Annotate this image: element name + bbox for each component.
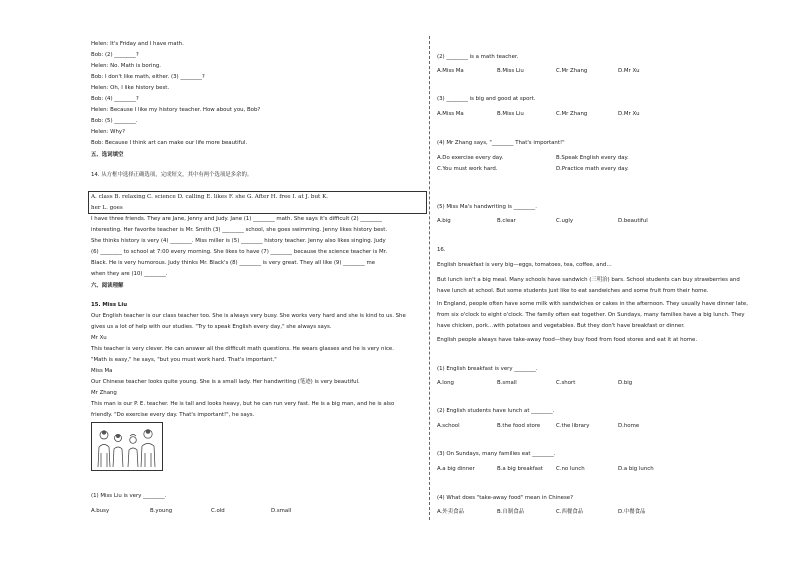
option-b[interactable]: B.the food store <box>497 423 541 429</box>
option-b[interactable]: B.a big breakfast <box>497 466 543 472</box>
option-b[interactable]: B.Miss Liu <box>497 68 524 74</box>
option-d[interactable]: D.home <box>618 423 640 429</box>
option-c[interactable]: C.Mr Zhang <box>556 111 588 117</box>
option-c[interactable]: C.ugly <box>556 218 574 224</box>
reading-title: 15. Miss Liu <box>91 302 128 308</box>
q16-2-stem: (2) English students have lunch at ________. <box>437 408 555 414</box>
dialogue-line: Helen: Oh, I like history best. <box>91 85 170 91</box>
q15-4-stem: (4) Mr Zhang says, "________ That's important!" <box>437 140 565 146</box>
passage-line: English people always have take-away food—they buy food from food stores and eat it at home. <box>437 337 698 343</box>
dialogue-line: Helen: No. Math is boring. <box>91 63 161 69</box>
option-a[interactable]: A.Do exercise every day. <box>437 155 504 161</box>
q15-5-stem: (5) Miss Ma's handwriting is ________. <box>437 204 537 210</box>
passage-line: have lunch at school. But some students just like to eat sandwiches and some fruit from their home. <box>437 288 709 294</box>
dialogue-line: Bob: I don't like math, either. (3) ________? <box>91 74 205 80</box>
option-a[interactable]: A.Miss Ma <box>437 111 464 117</box>
passage-line: English breakfast is very big—eggs, tomatoes, tea, coffee, and… <box>437 262 612 268</box>
dialogue-line: Bob: (2) ________? <box>91 52 139 58</box>
option-b[interactable]: B.Miss Liu <box>497 111 524 117</box>
option-c[interactable]: C.old <box>211 508 225 514</box>
passage-line: In England, people often have some milk with sandwiches or cakes in the afternoon. They usually have dinner late, <box>437 301 748 307</box>
q15-3-stem: (3) ________ is big and good at sport. <box>437 96 536 102</box>
reading-line: This teacher is very clever. He can answer all the difficult math questions. He wears glasses and he is very nice. <box>91 346 394 352</box>
q16-1-stem: (1) English breakfast is very ________. <box>437 366 538 372</box>
passage-line: I have three friends. They are Jane, Jenny and Judy. Jane (1) ________ math. She says it's difficult (2) ________ <box>91 216 382 222</box>
q14-instruction: 14. 从方框中选择正确选项，完成短文，其中有两个选项是多余的。 <box>91 172 253 178</box>
option-a[interactable]: A.big <box>437 218 451 224</box>
option-d[interactable]: D.Mr Xu <box>618 68 640 74</box>
option-d[interactable]: D.中餐食品 <box>618 509 646 515</box>
reading-line: This man is our P. E. teacher. He is tall and looks heavy, but he can run very fast. He is a big man, and he is also <box>91 401 395 407</box>
dialogue-line: Helen: Because I like my history teacher. How about you, Bob? <box>91 107 261 113</box>
word-box-line: A. class B. relaxing C. science D. calling E. likes F. she G. After H. free I. at J. but K. <box>91 194 329 200</box>
q16-label: 16. <box>437 247 446 253</box>
option-c[interactable]: C.short <box>556 380 576 386</box>
reading-line: Our Chinese teacher looks quite young. She is a small lady. Her handwriting (笔迹) is very beautiful. <box>91 379 360 385</box>
dialogue-line: Bob: Because I think art can make our life more beautiful. <box>91 140 248 146</box>
option-b[interactable]: B.young <box>150 508 173 514</box>
option-b[interactable]: B.自制食品 <box>497 509 524 515</box>
option-a[interactable]: A.long <box>437 380 454 386</box>
dialogue-line: Bob: (5) ________. <box>91 118 138 124</box>
passage-line: She thinks history is very (4) ________. Miss miller is (5) ________ history teacher. Jenny also likes singing. Judy <box>91 238 386 244</box>
option-b[interactable]: B.Speak English every day. <box>556 155 629 161</box>
teachers-drawing <box>92 423 162 470</box>
option-c[interactable]: C.no lunch <box>556 466 585 472</box>
option-a[interactable]: A.Miss Ma <box>437 68 464 74</box>
passage-line: have chicken, pork…with potatoes and vegetables. But they don't have breakfast or dinner. <box>437 323 685 329</box>
option-c[interactable]: C.You must work hard. <box>437 166 498 172</box>
passage-line: Black. He is very humorous. Judy thinks Mr. Black's (8) ________ is very great. They all like (9) ________ me <box>91 260 376 266</box>
word-box-line: her L. goes <box>91 205 123 211</box>
option-a[interactable]: A.a big dinner <box>437 466 475 472</box>
option-c[interactable]: C.西餐食品 <box>556 509 584 515</box>
passage-line: But lunch isn't a big meal. Many schools have sandwich (三明治) bars. School students can buy strawberries and <box>437 277 740 283</box>
option-d[interactable]: D.big <box>618 380 633 386</box>
option-b[interactable]: B.small <box>497 380 517 386</box>
option-d[interactable]: D.beautiful <box>618 218 648 224</box>
reading-line: friendly. "Do exercise every day. That's important!", he says. <box>91 412 255 418</box>
reading-line: gives us a lot of help with our studies. "Try to speak English every day," she always says. <box>91 324 332 330</box>
q16-3-stem: (3) On Sundays, many families eat ________. <box>437 451 556 457</box>
option-d[interactable]: D.Practice math every day. <box>556 166 629 172</box>
column-divider <box>429 36 430 520</box>
option-c[interactable]: C.the library <box>556 423 590 429</box>
reading-subheading: Miss Ma <box>91 368 113 374</box>
option-b[interactable]: B.clear <box>497 218 516 224</box>
reading-subheading: Mr Zhang <box>91 390 117 396</box>
passage-line: interesting. Her favorite teacher is Mr. Smith (3) ________ school, she goes swimming. Jenny likes history best. <box>91 227 388 233</box>
option-d[interactable]: D.Mr Xu <box>618 111 640 117</box>
option-d[interactable]: D.a big lunch <box>618 466 654 472</box>
passage-line: when they are (10) ________. <box>91 271 168 277</box>
passage-line: (6) ________ to school at 7:00 every morning. She likes to have (7) ________ because the science teacher is Mr. <box>91 249 388 255</box>
dialogue-line: Helen: It's Friday and I have math. <box>91 41 184 47</box>
option-a[interactable]: A.busy <box>91 508 110 514</box>
teachers-illustration <box>91 422 163 471</box>
section5-title: 五、选词填空 <box>91 152 124 158</box>
dialogue-line: Helen: Why? <box>91 129 125 135</box>
q15-1-stem: (1) Miss Liu is very ________. <box>91 493 167 499</box>
option-a[interactable]: A.外卖食品 <box>437 509 464 515</box>
dialogue-line: Bob: (4) ________? <box>91 96 139 102</box>
reading-line: "Math is easy," he says, "but you must work hard. That's important." <box>91 357 277 363</box>
reading-line: Our English teacher is our class teacher too. She is always very busy. She works very hard and she is kind to us. She <box>91 313 406 319</box>
q15-2-stem: (2) ________ is a math teacher. <box>437 54 519 60</box>
passage-line: from six o'clock to eight o'clock. The family often eat together. On Sundays, many families have a big lunch. They <box>437 312 745 318</box>
option-c[interactable]: C.Mr Zhang <box>556 68 588 74</box>
q16-4-stem: (4) What does "take-away food" mean in Chinese? <box>437 495 573 501</box>
option-d[interactable]: D.small <box>271 508 292 514</box>
option-a[interactable]: A.school <box>437 423 460 429</box>
reading-subheading: Mr Xu <box>91 335 107 341</box>
section6-title: 六、阅读理解 <box>91 283 124 289</box>
